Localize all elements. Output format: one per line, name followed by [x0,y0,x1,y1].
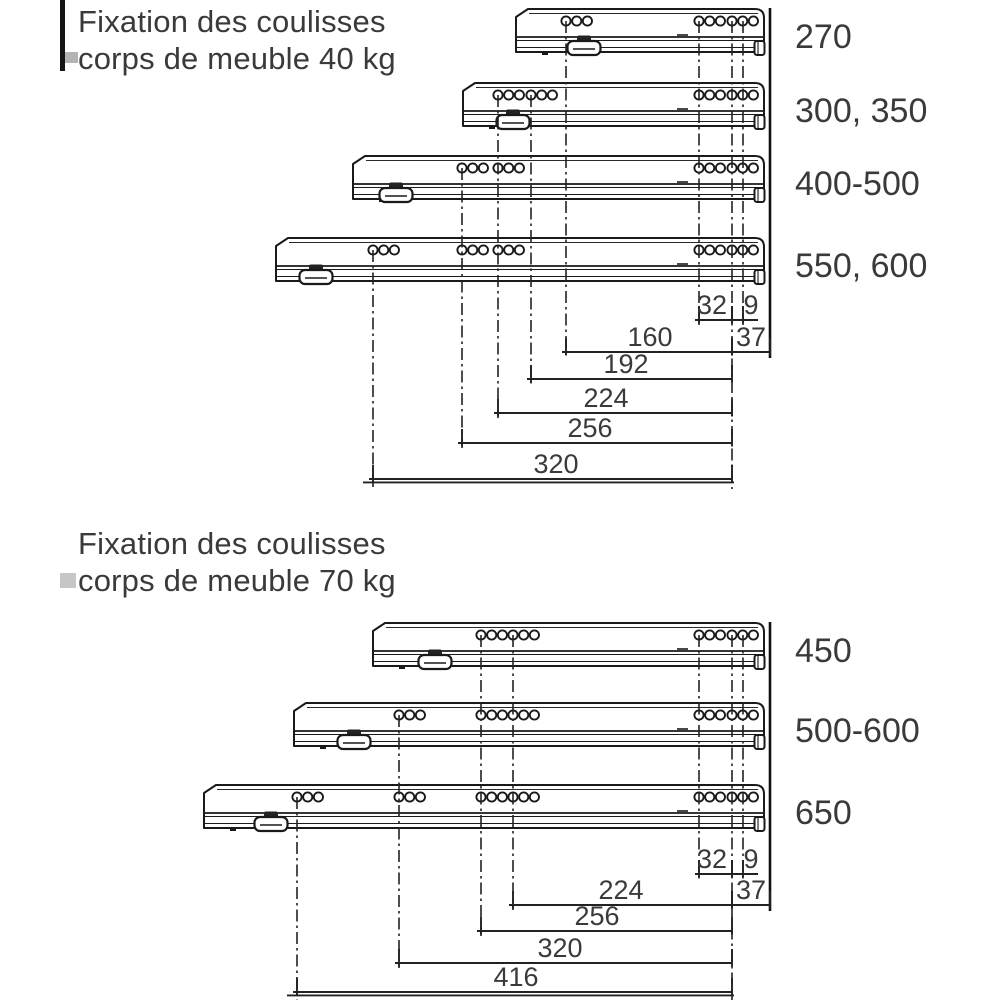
mounting-hole [705,245,714,254]
mounting-hole [515,245,524,254]
mounting-hole [479,163,488,172]
mounting-hole [705,16,714,25]
drawer-slide-270 [516,9,765,55]
mounting-hole [749,710,758,719]
mounting-hole [716,792,725,801]
mounting-hole [530,630,539,639]
release-latch [338,735,371,749]
slide-length-label: 450 [795,632,852,670]
section-title-70kg [78,525,396,599]
title-line: Fixation des coulisses [78,4,386,39]
release-latch [497,115,530,129]
mounting-hole [303,792,312,801]
release-latch [568,41,601,55]
title-line: corps de meuble 70 kg [78,563,396,598]
mounting-hole [519,630,528,639]
mounting-hole [749,630,758,639]
mounting-hole [716,90,725,99]
mounting-hole [749,16,758,25]
mounting-hole [416,792,425,801]
mounting-hole [716,630,725,639]
mounting-hole [487,630,496,639]
mounting-hole [504,163,513,172]
drawer-slide-300-350 [463,83,765,129]
slide-body [276,238,764,281]
slide-length-label: 270 [795,18,852,56]
dimension-value: 224 [583,383,629,413]
dimension-value: 160 [627,322,673,352]
mounting-hole [498,792,507,801]
slide-body [516,9,764,52]
mounting-hole [705,792,714,801]
drawer-slide-400-500 [353,156,765,202]
slide-length-label: 500-600 [795,712,920,750]
margin-mark [65,52,78,63]
dimension-value: 256 [574,901,620,931]
mounting-hole [530,792,539,801]
title-line: corps de meuble 40 kg [78,41,396,76]
mounting-hole [583,16,592,25]
rear-hook [755,188,765,202]
mounting-hole [537,90,546,99]
dimension-value: 224 [598,875,644,905]
slide-length-label: 400-500 [795,165,920,203]
title-line: Fixation des coulisses [78,526,386,561]
mounting-hole [519,792,528,801]
release-latch [380,188,413,202]
mounting-hole [749,792,758,801]
section-70kg [60,573,920,1000]
mounting-hole [705,630,714,639]
mounting-hole [504,245,513,254]
mounting-hole [487,710,496,719]
rear-hook [755,115,765,129]
slide-body [353,156,764,199]
mounting-hole [716,16,725,25]
slide-length-label: 300, 350 [795,92,928,130]
dimension-value: 9 [743,844,759,874]
mounting-hole [716,163,725,172]
dimension-value: 32 [696,290,728,320]
rear-hook [755,817,765,831]
margin-mark [60,0,65,71]
mounting-hole [716,245,725,254]
rear-hook [755,270,765,284]
section-title-40kg [78,3,396,77]
rear-hook [755,41,765,55]
release-latch [300,270,333,284]
mounting-hole [716,710,725,719]
dimension-value: 37 [735,875,767,905]
mounting-hole [416,710,425,719]
dimension-value: 37 [735,322,767,352]
drawer-slide-450 [373,623,765,669]
dimension-value: 32 [696,844,728,874]
mounting-hole [705,163,714,172]
mounting-hole [468,163,477,172]
drawer-slide-500-600 [294,703,765,749]
mounting-hole [504,90,513,99]
rear-hook [755,655,765,669]
dimension-value: 416 [493,962,539,992]
margin-mark [60,573,76,588]
release-latch [255,817,288,831]
rear-hook [755,735,765,749]
dimension-value: 320 [533,449,579,479]
mounting-hole [572,16,581,25]
mounting-hole [379,245,388,254]
mounting-hole [314,792,323,801]
mounting-hole [498,630,507,639]
mounting-hole [479,245,488,254]
mounting-hole [498,710,507,719]
release-latch [419,655,452,669]
dimension-value: 192 [603,349,649,379]
mounting-hole [487,792,496,801]
mounting-hole [749,163,758,172]
slide-length-label: 550, 600 [795,247,928,285]
mounting-hole [405,710,414,719]
dimension-value: 9 [743,290,759,320]
mounting-hole [515,163,524,172]
mounting-hole [519,710,528,719]
mounting-hole [390,245,399,254]
mounting-hole [515,90,524,99]
mounting-hole [749,245,758,254]
mounting-hole [749,90,758,99]
mounting-hole [468,245,477,254]
mounting-hole [548,90,557,99]
slide-length-label: 650 [795,794,852,832]
drawer-slide-550-600 [276,238,765,284]
dimension-value: 320 [537,933,583,963]
mounting-hole [705,90,714,99]
dimension-value: 256 [567,413,613,443]
mounting-hole [530,710,539,719]
mounting-hole [405,792,414,801]
mounting-hole [705,710,714,719]
drawer-slide-650 [204,785,765,831]
